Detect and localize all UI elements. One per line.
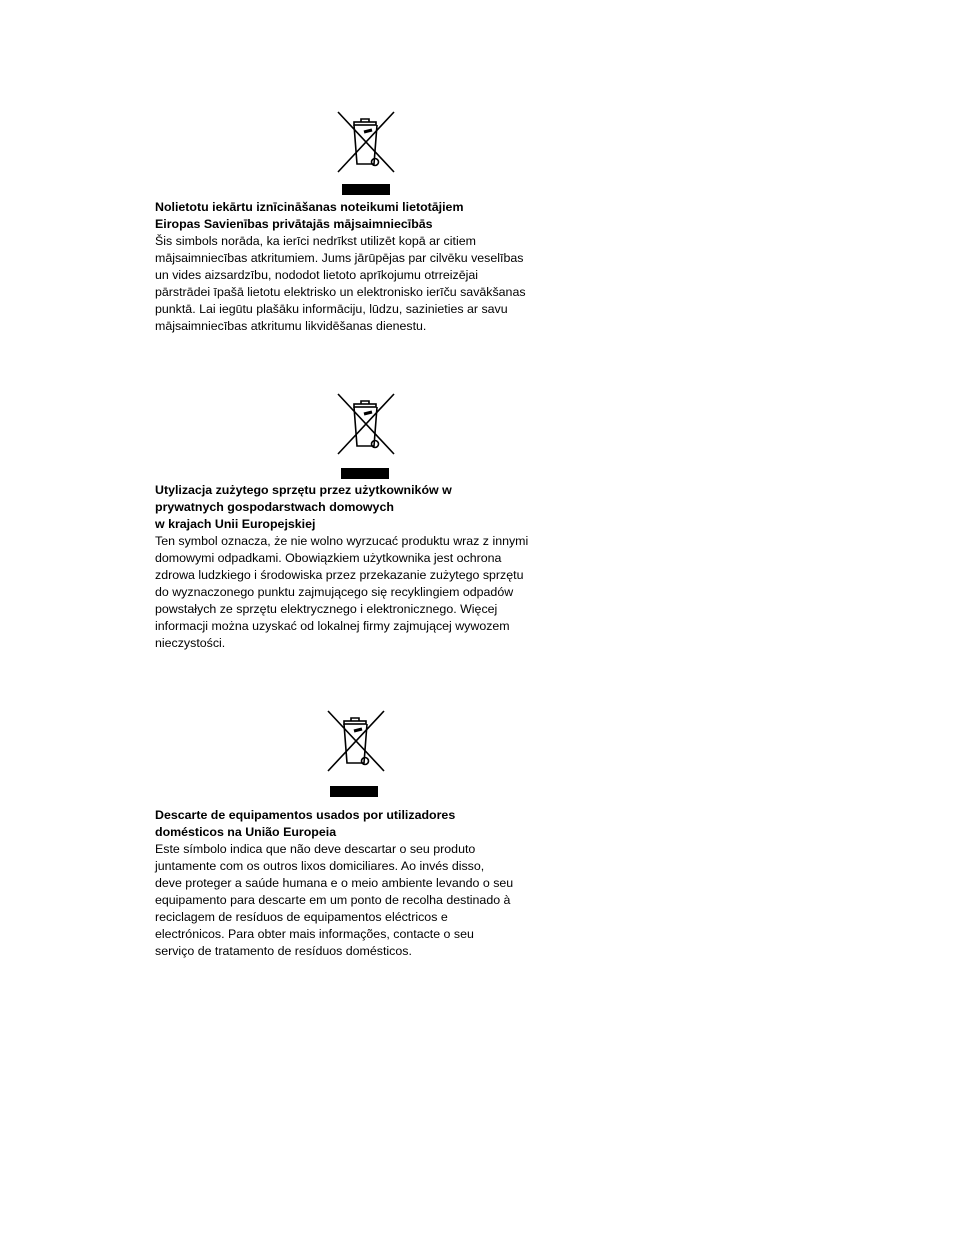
body-line: powstałych ze sprzętu elektrycznego i elektronicznego. Więcej [155,602,498,616]
body-line: equipamento para descarte em um ponto de recolha destinado à [155,893,511,907]
heading-line: Utylizacja zużytego sprzętu przez użytkowników w [155,483,452,497]
body-line: informacji można uzyskać od lokalnej firmy zajmującej wywozem [155,619,510,633]
section-lv [155,199,526,335]
heading-line: prywatnych gospodarstwach domowych [155,500,394,514]
body-line: electrónicos. Para obter mais informações, contacte o seu [155,927,474,941]
crossed-out-wheelie-bin-icon [334,390,398,462]
body-line: Šis simbols norāda, ka ierīci nedrīkst utilizēt kopā ar citiem [155,234,476,248]
body-line: deve proteger a saúde humana e o meio ambiente levando o seu [155,876,514,890]
heading-line: Eiropas Savienības privātajās mājsaimniecībās [155,217,433,231]
body-line: domowymi odpadkami. Obowiązkiem użytkownika jest ochrona [155,551,502,565]
heading-line: domésticos na União Europeia [155,825,337,839]
heading-line: w krajach Unii Europejskiej [155,517,316,531]
body-line: mājsaimniecības atkritumu likvidēšanas dienestu. [155,319,427,333]
weee-symbol-pl [334,390,398,480]
body-line: Este símbolo indica que não deve descartar o seu produto [155,842,476,856]
body-line: serviço de tratamento de resíduos domésticos. [155,944,412,958]
section-pl [155,482,528,652]
body-line: punktā. Lai iegūtu plašāku informāciju, lūdzu, sazinieties ar savu [155,302,508,316]
body-line: reciclagem de resíduos de equipamentos eléctricos e [155,910,448,924]
heading-line: Descarte de equipamentos usados por utilizadores [155,808,456,822]
body-line: nieczystości. [155,636,226,650]
body-line: zdrowa ludzkiego i środowiska przez przekazanie zużytego sprzętu [155,568,524,582]
body-line: un vides aizsardzību, nododot lietoto aprīkojumu otrreizējai [155,268,479,282]
body-line: mājsaimniecības atkritumiem. Jums jārūpējas par cilvēku veselības [155,251,524,265]
crossed-out-wheelie-bin-icon [324,707,388,779]
heading-line: Nolietotu iekārtu iznīcināšanas noteikumi lietotājiem [155,200,464,214]
section-pt [155,807,513,960]
body-line: pārstrādei īpašā lietotu elektrisko un elektronisko ierīču savākšanas [155,285,526,299]
body-line: Ten symbol oznacza, że nie wolno wyrzucać produktu wraz z innymi [155,534,529,548]
body-line: do wyznaczonego punktu zajmującego się recyklingiem odpadów [155,585,514,599]
weee-symbol-lv [334,108,398,198]
crossed-out-wheelie-bin-icon [334,108,398,180]
weee-symbol-pt [324,707,388,799]
body-line: juntamente com os outros lixos domiciliares. Ao invés disso, [155,859,485,873]
